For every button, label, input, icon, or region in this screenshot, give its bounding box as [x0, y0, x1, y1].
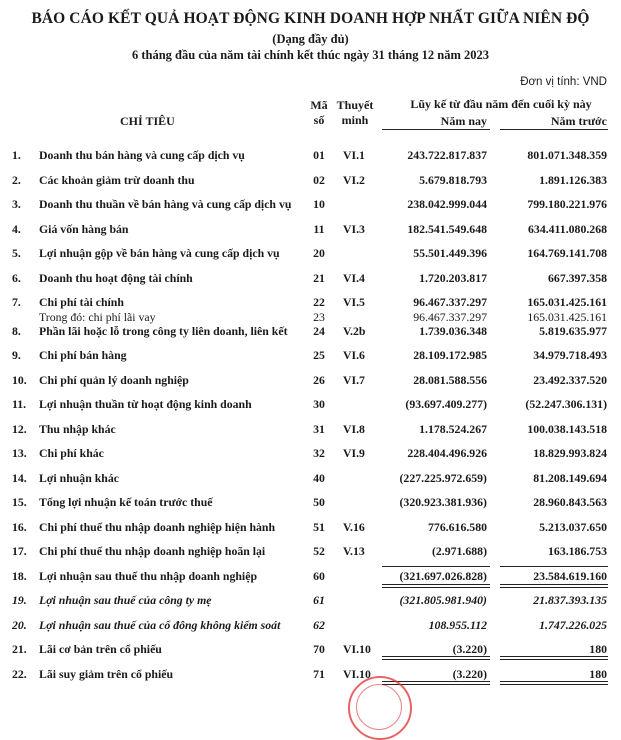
table-row: [0, 640, 621, 665]
row-label: Lãi suy giảm trên cổ phiếu: [39, 666, 174, 681]
row-current-year: (227.225.972.659): [399, 470, 487, 485]
row-note: VI.7: [343, 372, 365, 387]
row-number: 7.: [12, 295, 21, 309]
total-double-rule: [382, 584, 490, 588]
row-previous-year: 667.397.358: [548, 270, 607, 285]
row-code: 25: [313, 348, 325, 362]
row-note: VI.10: [343, 642, 371, 656]
subtotal-rule: [500, 566, 608, 567]
row-code: 24: [313, 323, 325, 338]
row-number: 8.: [12, 323, 21, 338]
row-current-year: 5.679.818.793: [419, 172, 487, 187]
row-label: Chi phí bán hàng: [39, 348, 127, 362]
row-number: 5.: [12, 246, 21, 260]
row-previous-year: 801.071.348.359: [527, 148, 607, 162]
row-current-year: 1.739.036.348: [419, 323, 487, 338]
table-row: [0, 308, 621, 322]
row-current-year: 28.081.588.556: [413, 372, 487, 387]
double-underline: [500, 681, 608, 685]
table-row: [0, 542, 621, 567]
row-note: VI.3: [343, 221, 365, 236]
row-current-year: (3.220): [452, 642, 487, 656]
currency-unit: Đơn vị tính: VND: [520, 76, 607, 88]
row-current-year: 96.467.337.297: [413, 295, 487, 309]
row-note: V.13: [343, 544, 365, 558]
row-current-year: 1.720.203.817: [419, 270, 487, 285]
row-number: 12.: [12, 421, 27, 436]
row-number: 18.: [12, 568, 27, 583]
row-code: 61: [313, 593, 325, 607]
row-current-year: (320.923.381.936): [399, 495, 487, 509]
subtotal-rule: [382, 566, 490, 567]
report-period: 6 tháng đầu của năm tài chính kết thúc ngày 31 tháng 12 năm 2023: [131, 48, 489, 62]
company-stamp-inner: [356, 684, 402, 730]
row-current-year: 96.467.337.297: [413, 309, 487, 324]
double-underline: [382, 656, 490, 660]
report-title: BÁO CÁO KẾT QUẢ HOẠT ĐỘNG KINH DOANH HỢP NHẤT GIỮA NIÊN ĐỘ: [31, 10, 590, 27]
row-number: 11.: [12, 397, 27, 411]
row-label: Doanh thu thuần về bán hàng và cung cấp dịch vụ: [39, 197, 292, 211]
row-code: 01: [313, 148, 325, 162]
row-note: VI.6: [343, 348, 365, 362]
table-row: [0, 616, 621, 641]
row-number: 17.: [12, 544, 27, 558]
row-number: 20.: [12, 617, 27, 632]
row-code: 60: [313, 568, 325, 583]
header-current-year: Năm nay: [440, 114, 487, 128]
row-note: VI.4: [343, 270, 365, 285]
table-row: [0, 518, 621, 543]
table-row: [0, 591, 621, 616]
row-code: 32: [313, 446, 325, 460]
row-current-year: 55.501.449.396: [413, 246, 487, 260]
header-item: CHỈ TIÊU: [120, 114, 175, 128]
row-number: 9.: [12, 348, 21, 362]
report-subtitle: (Dạng đầy đủ): [272, 32, 349, 46]
row-number: 4.: [12, 221, 21, 236]
row-number: 1.: [12, 148, 21, 162]
table-row: [0, 469, 621, 494]
table-row: [0, 395, 621, 420]
header-code: [306, 98, 332, 128]
row-label: Lợi nhuận sau thuế của công ty mẹ: [39, 593, 212, 607]
row-previous-year: 23.584.619.160: [533, 568, 607, 583]
row-note: VI.1: [343, 148, 365, 162]
row-label: Lợi nhuận gộp về bán hàng và cung cấp dịch vụ: [39, 246, 280, 260]
row-current-year: (321.805.981.940): [399, 593, 487, 607]
row-label: Các khoản giảm trừ doanh thu: [39, 172, 195, 187]
row-label: Chi phí khác: [39, 446, 104, 460]
row-label: Lợi nhuận sau thuế của cổ đông không kiểm soát: [39, 617, 281, 632]
table-row: [0, 220, 621, 245]
row-current-year: 776.616.580: [428, 519, 487, 534]
row-code: 71: [313, 666, 325, 681]
row-current-year: 243.722.817.837: [407, 148, 487, 162]
table-row: [0, 420, 621, 445]
header-code-line2: số: [313, 113, 325, 127]
row-number: 14.: [12, 470, 27, 485]
table-row: [0, 567, 621, 592]
row-label: Trong đó: chi phí lãi vay: [39, 309, 156, 324]
row-current-year: 1.178.524.267: [419, 421, 487, 436]
row-current-year: (321.697.026.828): [399, 568, 487, 583]
row-label: Chi phí thuế thu nhập doanh nghiệp hoãn lại: [39, 544, 266, 558]
row-current-year: 228.404.496.926: [407, 446, 487, 460]
row-note: V.2b: [343, 323, 366, 338]
row-code: 52: [313, 544, 325, 558]
row-current-year: (2.971.688): [431, 544, 487, 558]
row-previous-year: 21.837.393.135: [533, 593, 607, 607]
row-code: 21: [313, 270, 325, 285]
table-row: [0, 444, 621, 469]
row-number: 19.: [12, 593, 27, 607]
table-row: [0, 322, 621, 347]
row-number: 21.: [12, 642, 27, 656]
row-current-year: 238.042.999.044: [407, 197, 487, 211]
row-previous-year: 799.180.221.976: [527, 197, 607, 211]
table-row: [0, 269, 621, 294]
row-previous-year: (52.247.306.131): [525, 397, 607, 411]
table-row: [0, 146, 621, 171]
row-previous-year: 5.213.037.650: [539, 519, 607, 534]
row-code: 50: [313, 495, 325, 509]
header-note: [334, 98, 376, 128]
header-group: Lũy kế từ đầu năm đến cuối kỳ này: [410, 97, 592, 111]
row-previous-year: 165.031.425.161: [527, 309, 607, 324]
row-current-year: 28.109.172.985: [413, 348, 487, 362]
row-number: 2.: [12, 172, 21, 187]
row-code: 23: [313, 309, 325, 324]
row-label: Tổng lợi nhuận kế toán trước thuế: [39, 495, 213, 509]
row-code: 70: [313, 642, 325, 656]
row-code: 11: [313, 221, 325, 236]
row-previous-year: 1.891.126.383: [539, 172, 607, 187]
row-previous-year: 634.411.080.268: [528, 221, 607, 236]
row-previous-year: 165.031.425.161: [527, 295, 607, 309]
row-label: Lợi nhuận sau thuế thu nhập doanh nghiệp: [39, 568, 258, 583]
row-code: 62: [313, 617, 325, 632]
row-number: 10.: [12, 372, 27, 387]
row-label: Chi phí quản lý doanh nghiệp: [39, 372, 189, 387]
header-previous-year: Năm trước: [550, 114, 607, 128]
header-note-line1: Thuyết: [336, 98, 374, 112]
row-label: Lãi cơ bản trên cổ phiếu: [39, 642, 162, 656]
row-previous-year: 180: [589, 642, 607, 656]
table-row: [0, 346, 621, 371]
income-statement-table: [0, 146, 621, 689]
row-label: Lợi nhuận khác: [39, 470, 119, 485]
header-underline-previous: [500, 129, 608, 130]
row-previous-year: 81.208.149.694: [533, 470, 607, 485]
row-number: 15.: [12, 495, 27, 509]
row-current-year: (3.220): [452, 666, 487, 681]
row-code: 22: [313, 295, 325, 309]
row-number: 16.: [12, 519, 27, 534]
table-row: [0, 195, 621, 220]
row-number: 22.: [12, 666, 27, 681]
row-previous-year: 164.769.141.708: [527, 246, 607, 260]
row-note: VI.10: [343, 666, 371, 681]
row-previous-year: 163.186.753: [548, 544, 607, 558]
row-previous-year: 1.747.226.025: [539, 617, 607, 632]
row-previous-year: 28.960.843.563: [533, 495, 607, 509]
row-previous-year: 18.829.993.824: [533, 446, 607, 460]
row-previous-year: 34.979.718.493: [533, 348, 607, 362]
total-double-rule: [500, 584, 608, 588]
row-label: Doanh thu bán hàng và cung cấp dịch vụ: [39, 148, 245, 162]
row-label: Doanh thu hoạt động tài chính: [39, 270, 193, 285]
header-note-line2: minh: [341, 113, 369, 127]
row-code: 30: [313, 397, 325, 411]
row-label: Giá vốn hàng bán: [39, 221, 129, 236]
double-underline: [500, 656, 608, 660]
row-note: VI.5: [343, 295, 365, 309]
table-row: [0, 244, 621, 269]
row-previous-year: 180: [589, 666, 607, 681]
header-code-line1: Mã: [310, 98, 328, 112]
row-current-year: 108.955.112: [428, 617, 487, 632]
table-row: [0, 493, 621, 518]
row-code: 10: [313, 197, 325, 211]
header-underline-current: [382, 129, 490, 130]
table-row: [0, 665, 621, 690]
row-code: 26: [313, 372, 325, 387]
row-label: Chi phí tài chính: [39, 295, 124, 309]
row-label: Thu nhập khác: [39, 421, 116, 436]
table-row: [0, 171, 621, 196]
row-current-year: 182.541.549.648: [407, 221, 487, 236]
row-code: 20: [313, 246, 325, 260]
row-previous-year: 23.492.337.520: [533, 372, 607, 387]
row-note: VI.2: [343, 172, 365, 187]
row-label: Chi phí thuế thu nhập doanh nghiệp hiện hành: [39, 519, 276, 534]
row-label: Phần lãi hoặc lỗ trong công ty liên doanh, liên kết: [39, 323, 288, 338]
row-current-year: (93.697.409.277): [405, 397, 487, 411]
row-code: 02: [313, 172, 325, 187]
row-code: 51: [313, 519, 325, 534]
row-note: VI.9: [343, 446, 365, 460]
row-code: 40: [313, 470, 325, 485]
row-label: Lợi nhuận thuần từ hoạt động kinh doanh: [39, 397, 252, 411]
row-code: 31: [313, 421, 325, 436]
row-number: 3.: [12, 197, 21, 211]
row-number: 13.: [12, 446, 27, 460]
row-note: VI.8: [343, 421, 365, 436]
row-note: V.16: [343, 519, 365, 534]
row-number: 6.: [12, 270, 21, 285]
row-previous-year: 5.819.635.977: [539, 323, 607, 338]
row-previous-year: 100.038.143.518: [527, 421, 607, 436]
table-row: [0, 371, 621, 396]
